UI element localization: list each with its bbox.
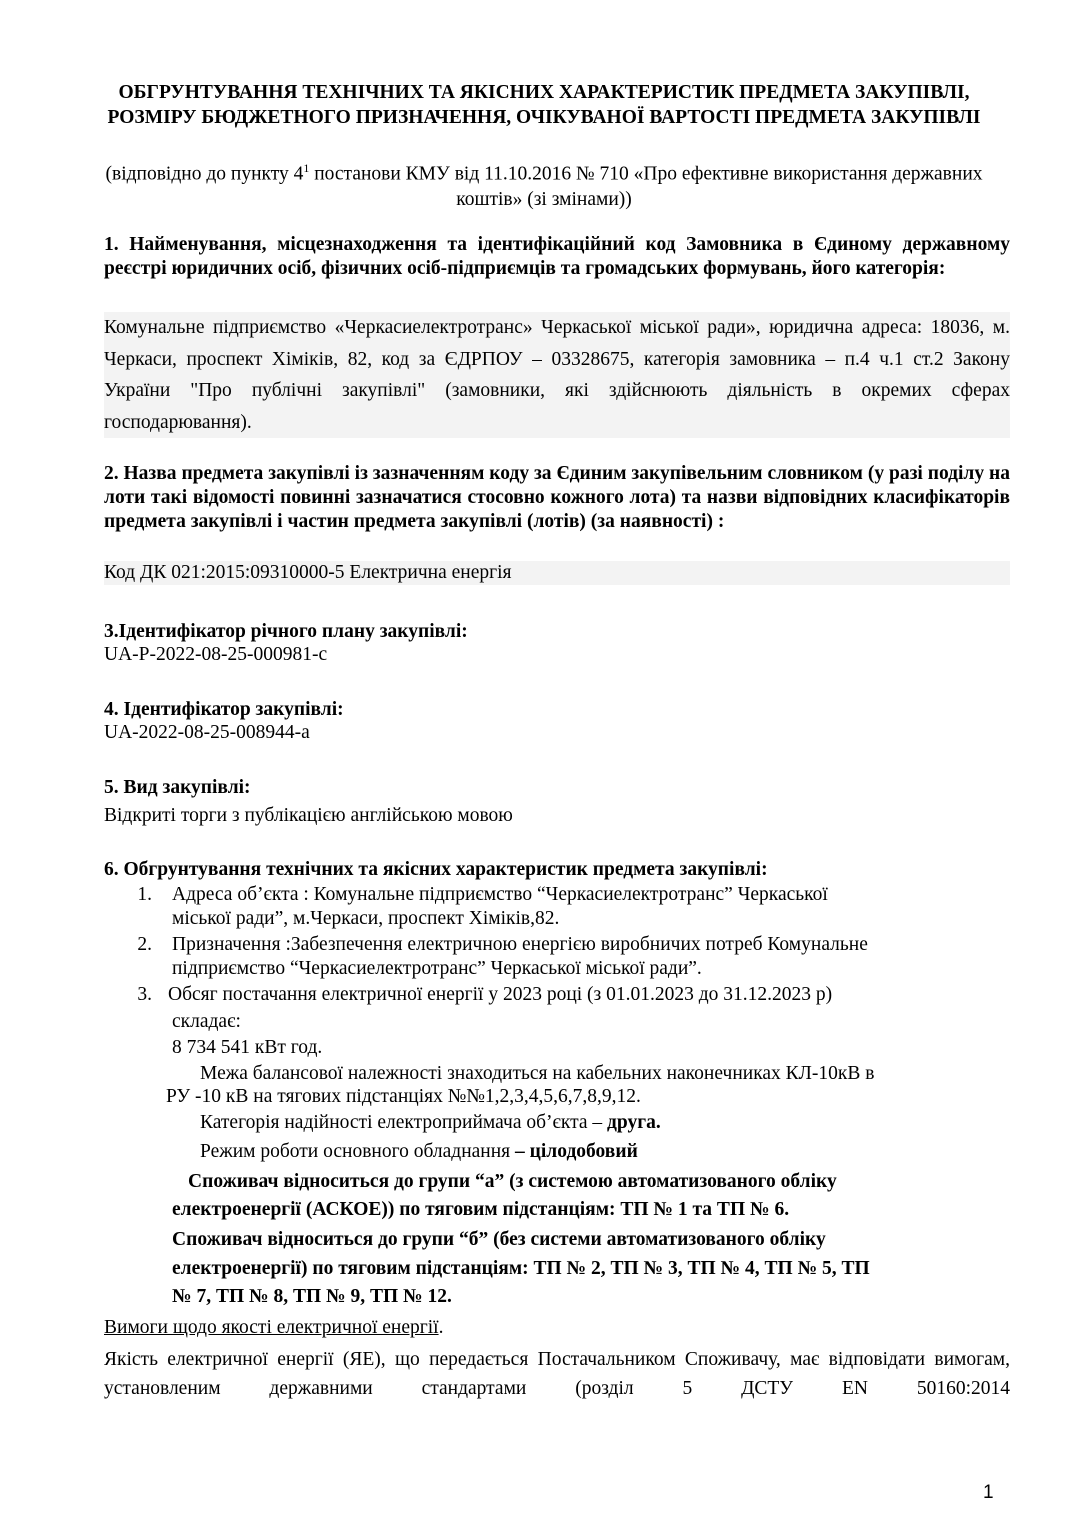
volume-value: 8 734 541 кВт год. [172, 1037, 323, 1058]
quality-heading: Вимоги щодо якості електричної енергії. [104, 1317, 444, 1338]
section-3-body: UA-P-2022-08-25-000981-c [104, 644, 328, 665]
page-number: 1 [983, 1482, 994, 1503]
section-1-body: Комунальне підприємство «Черкасиелектротранс» Черкаської міської ради», юридична адреса: 18036, м. Черкаси, проспект Хіміків, 82, код за ЄДРПОУ – 03328675, категорія замовника – п.4 ч.1 ст.2 Закону України "Про публічні закупівлі" (замовники, які здійснюють діяльність в окремих сферах господарювання). [104, 312, 1010, 438]
list-item-line: Адреса об’єкта : Комунальне підприємство “Черкасиелектротранс” Черкаської [172, 884, 828, 905]
document-subtitle: (відповідно до пункту $4^1$ постанови КМУ від 11.10.2016 № 710 «Про ефективне використання державних коштів» (зі змінами)) [105, 161, 983, 210]
list-item-line: складає: [172, 1011, 241, 1032]
section-3-heading: 3.Ідентифікатор річного плану закупівлі: [104, 621, 468, 642]
section-2-heading: 2. Назва предмета закупівлі із зазначенням коду за Єдиним закупівельним словником (у разі поділу на лоти такі відомості повинні зазначатися стосовно кожного лота) та назви відповідних класифікаторів предмета закупівлі і частин предмета закупівлі (лотів) (за наявності) : [104, 463, 1010, 532]
operating-mode: Режим роботи основного обладнання – цілодобовий [200, 1141, 638, 1162]
boundary-text: Межа балансової належності знаходиться на кабельних наконечниках КЛ-10кВ в [200, 1063, 875, 1084]
document-title: ОБГРУНТУВАННЯ ТЕХНІЧНИХ ТА ЯКІСНИХ ХАРАКТЕРИСТИК ПРЕДМЕТА ЗАКУПІВЛІ, РОЗМІРУ БЮДЖЕТНОГО ПРИЗНАЧЕННЯ, ОЧІКУВАНОЇ ВАРТОСТІ ПРЕДМЕТА ЗАКУПІВЛІ [107, 82, 981, 128]
list-item-line: підприємство “Черкасиелектротранс” Черкаської міської ради”. [172, 958, 702, 979]
list-number: 3. [137, 984, 152, 1005]
boundary-text: РУ -10 кВ на тягових підстанціях №№1,2,3,4,5,6,7,8,9,12. [166, 1086, 641, 1107]
section-2-body: Код ДК 021:2015:09310000-5 Електрична енергія [104, 561, 1010, 585]
group-a-text: Споживач відноситься до групи “а” (з системою автоматизованого обліку [188, 1171, 837, 1192]
list-number: 2. [137, 934, 152, 955]
group-b-text: Споживач відноситься до групи “б” (без системи автоматизованого обліку [172, 1229, 826, 1250]
group-b-text: електроенергії) по тяговим підстанціям: ТП № 2, ТП № 3, ТП № 4, ТП № 5, ТП [172, 1258, 870, 1279]
list-item-line: Обсяг постачання електричної енергії у 2023 році (з 01.01.2023 до 31.12.2023 р) [168, 984, 833, 1005]
list-item-line: Призначення :Забезпечення електричною енергією виробничих потреб Комунальне [172, 934, 868, 955]
section-4-body: UA-2022-08-25-008944-a [104, 722, 310, 743]
reliability-category: Категорія надійності електроприймача об’єкта – друга. [200, 1112, 661, 1133]
section-4-heading: 4. Ідентифікатор закупівлі: [104, 699, 344, 720]
section-1-heading: 1. Найменування, місцезнаходження та ідентифікаційний код Замовника в Єдиному державному реєстрі юридичних осіб, фізичних осіб-підприємців та громадських формувань, його категорія: [104, 234, 1010, 279]
list-number: 1. [137, 884, 152, 905]
section-6-heading: 6. Обгрунтування технічних та якісних характеристик предмета закупівлі: [104, 859, 768, 880]
superscript: 1 [303, 161, 310, 175]
section-5-heading: 5. Вид закупівлі: [104, 777, 251, 798]
quality-body: Якість електричної енергії (ЯЕ), що передається Постачальником Споживачу, має відповідати вимогам, установленим державними стандартами (розділ 5 ДСТУ EN 50160:2014 [104, 1349, 1010, 1399]
group-b-text: № 7, ТП № 8, ТП № 9, ТП № 12. [172, 1286, 452, 1307]
section-5-body: Відкриті торги з публікацією англійською мовою [104, 805, 513, 826]
list-item-line: міської ради”, м.Черкаси, проспект Хіміків,82. [172, 908, 560, 929]
group-a-text: електроенергії (АСКОЕ)) по тяговим підстанціям: ТП № 1 та ТП № 6. [172, 1199, 790, 1220]
